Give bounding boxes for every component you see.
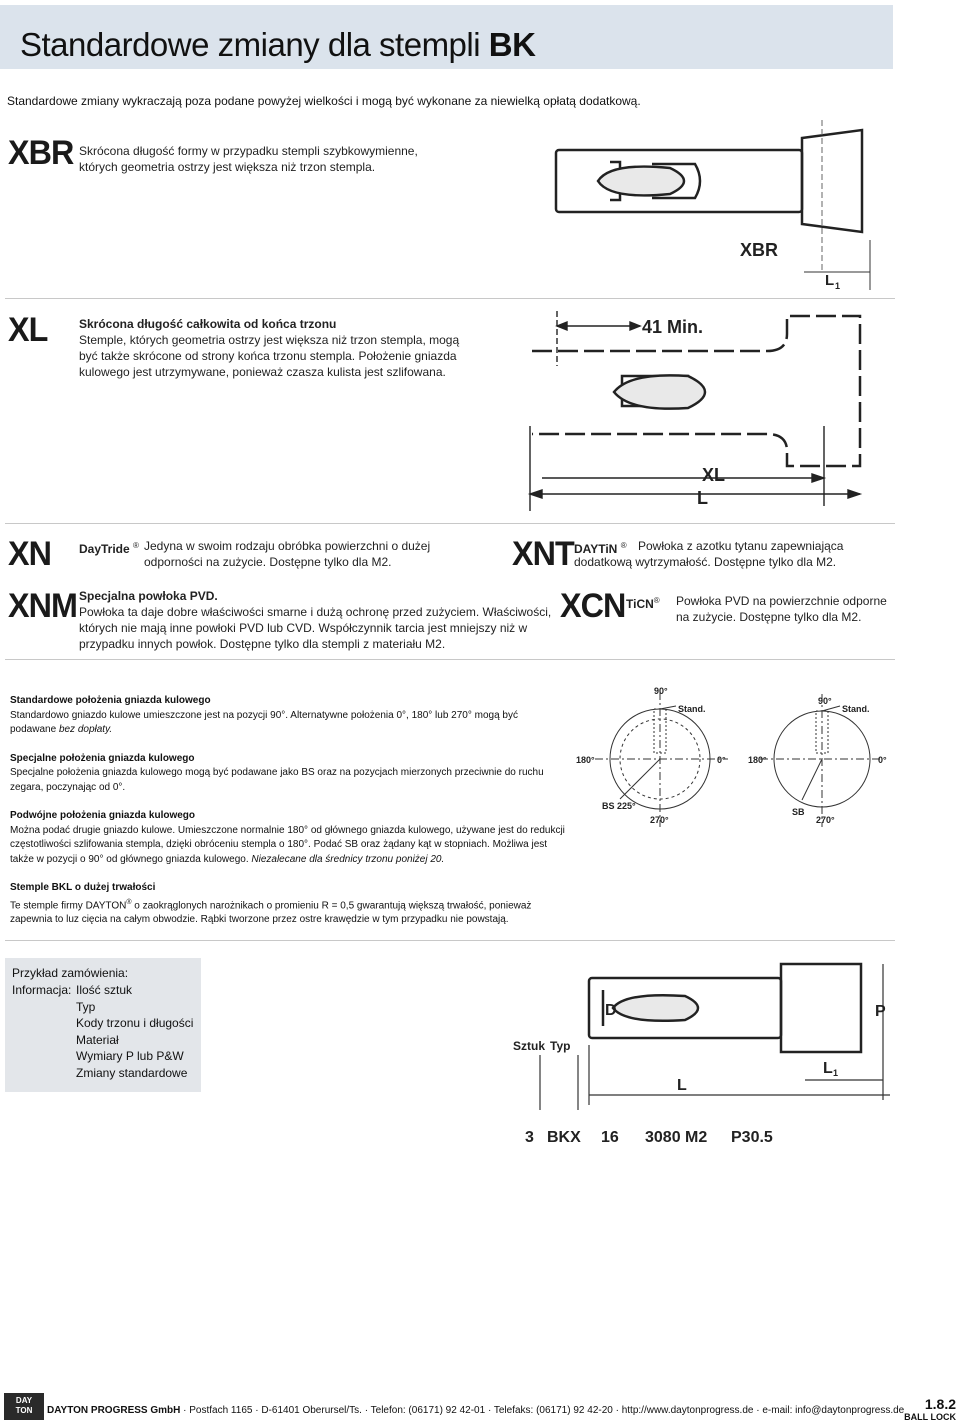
- order-typ: Typ: [550, 1039, 571, 1053]
- xcn-text: Powłoka PVD na powierzchnie odporne na zużycie. Dostępne tylko dla M2.: [676, 594, 887, 624]
- footer-address: DAYTON PROGRESS GmbH · Postfach 1165 · D-61401 Oberursel/Ts. · Telefon: (06171) 92 42-01 · Telefaks: (06171) 92 42-20 · http://www.daytonprogress.de · e-mail: info@daytonprogress.de: [47, 1405, 905, 1416]
- xl-text: Skrócona długość całkowita od końca trzonu Stemple, których geometria ostrzy jest większa niż trzon stempla, mogą być także skrócone od strony końca trzonu stempla. Położenie gniazda kulowego jest utrzymywane, ponieważ czasza kulista jest szlifowana.: [79, 317, 460, 379]
- code-xnt: XNT: [512, 535, 574, 573]
- svg-text:0°: 0°: [717, 755, 726, 765]
- svg-text:270°: 270°: [650, 815, 669, 825]
- code-part-type: BKX: [547, 1129, 581, 1146]
- order-title: Przykład zamówienia:: [12, 966, 129, 980]
- code-part-shank: 16: [601, 1129, 619, 1146]
- xbr-text: Skrócona długość formy w przypadku stempli szybkowymienne, których geometria ostrzy jest większa niż trzon stempla.: [79, 144, 418, 174]
- positions-text: Standardowe położenia gniazda kulowego Standardowo gniazdo kulowe umieszczone jest na pozycji 90°. Alternatywne położenia 0°, 180° lub 270° mogą być podawane bez dopłaty. Specjalne położenia gniazda kulowego Specjalne położenia gniazda kulowego mogą być podawane jako BS oraz na pozycjach mierzonych przeciwnie do ruchu zegara, poczynając od 0°. Podwójne położenia gniazda kulowego Można podać drugie gniazdo kulowe. Umieszczone normalnie 180° od głównego gniazda kulowego, używane jest do redukcji częstotliwości szlifowania stempla, dzięki obróceniu stempla o 180°. Podać SB oraz żądany kąt w stopniach. Możliwa jest także w pozycji o 90° od głównego gniazda kulowego. Niezalecane dla średnicy trzonu poniżej 20. Stemple BKL o dużej trwałości Te stemple firmy DAYTON® o zaokrąglonych narożnikach o promieniu R = 0,5 gwarantują większą trwałość, ponieważ zapewnia to luz cięcia na całym obwodzie. Rąbki tworzone przez ostre krawędzie w tym przypadku nie powstają.: [10, 695, 565, 926]
- divider: [5, 659, 895, 660]
- svg-text:1: 1: [835, 281, 841, 291]
- xbr-diagram: [540, 120, 880, 300]
- svg-text:90°: 90°: [818, 696, 832, 706]
- code-xbr: XBR: [8, 134, 74, 172]
- xnm-text: Specjalna powłoka PVD. Powłoka ta daje dobre właściwości smarne i dużą ochronę przed zużyciem. Właściwości, których nie mają inne powłoki PVD lub CVD. Współczynnik tarcia jest mniejszy niż w przypadku innych powłok. Dostępne tylko dla stempli z materiału M2.: [79, 589, 552, 651]
- svg-text:1: 1: [833, 1068, 839, 1078]
- divider: [5, 298, 895, 299]
- xl-dim-xl: XL: [702, 465, 726, 485]
- svg-text:L: L: [823, 1060, 833, 1077]
- order-info-label: Informacja:: [12, 983, 72, 997]
- ball-seat-diagrams: [570, 682, 890, 832]
- svg-text:D: D: [605, 1002, 617, 1019]
- dayton-logo: DAY TON: [4, 1393, 44, 1420]
- divider: [5, 940, 895, 941]
- xbr-diagram-label: XBR: [740, 240, 779, 260]
- divider: [5, 523, 895, 524]
- xnt-name: DAYTiN ®: [574, 541, 627, 556]
- xl-dim-l: L: [697, 488, 708, 508]
- code-xl: XL: [8, 311, 48, 349]
- svg-text:Stand.: Stand.: [842, 704, 870, 714]
- code-part-length: 3080 M2: [645, 1129, 708, 1146]
- svg-text:180°: 180°: [576, 755, 595, 765]
- svg-text:270°: 270°: [816, 815, 835, 825]
- code-xcn: XCN: [560, 587, 626, 625]
- code-part-dim: P30.5: [731, 1129, 773, 1146]
- xl-dim-min: 41 Min.: [642, 317, 704, 337]
- page-number: 1.8.2 BALL LOCK: [904, 1396, 956, 1422]
- svg-text:90°: 90°: [654, 686, 668, 696]
- xcn-name: TiCN®: [626, 596, 660, 611]
- svg-text:SB: SB: [792, 807, 805, 817]
- svg-text:BS 225°: BS 225°: [602, 801, 636, 811]
- xn-name: DayTride ®: [79, 541, 139, 556]
- order-items: Ilość sztuk Typ Kody trzonu i długości Materiał Wymiary P lub P&W Zmiany standardowe: [76, 983, 194, 1080]
- intro-text: Standardowe zmiany wykraczają poza podane powyżej wielkości i mogą być wykonane za niewielką opłatą dodatkową.: [7, 94, 641, 108]
- order-sztuk: Sztuk: [513, 1039, 546, 1053]
- xl-diagram: [512, 306, 890, 521]
- svg-text:Stand.: Stand.: [678, 704, 706, 714]
- page-title: Standardowe zmiany dla stempli BK: [20, 26, 536, 63]
- svg-text:180°: 180°: [748, 755, 767, 765]
- order-diagram: [505, 960, 890, 1155]
- code-part-qty: 3: [525, 1129, 534, 1146]
- code-xnm: XNM: [8, 587, 77, 625]
- svg-text:0°: 0°: [878, 755, 887, 765]
- xnt-text: Powłoka z azotku tytanu zapewniająca dodatkową wytrzymałość. Dostępne tylko dla M2.: [574, 539, 844, 569]
- svg-text:P: P: [875, 1003, 886, 1020]
- svg-text:L: L: [677, 1077, 687, 1094]
- xn-text: Jedyna w swoim rodzaju obróbka powierzchni o dużej odporności na zużycie. Dostępne tylko dla M2.: [144, 539, 431, 569]
- code-xn: XN: [8, 535, 51, 573]
- xbr-dim-label: L: [825, 272, 835, 289]
